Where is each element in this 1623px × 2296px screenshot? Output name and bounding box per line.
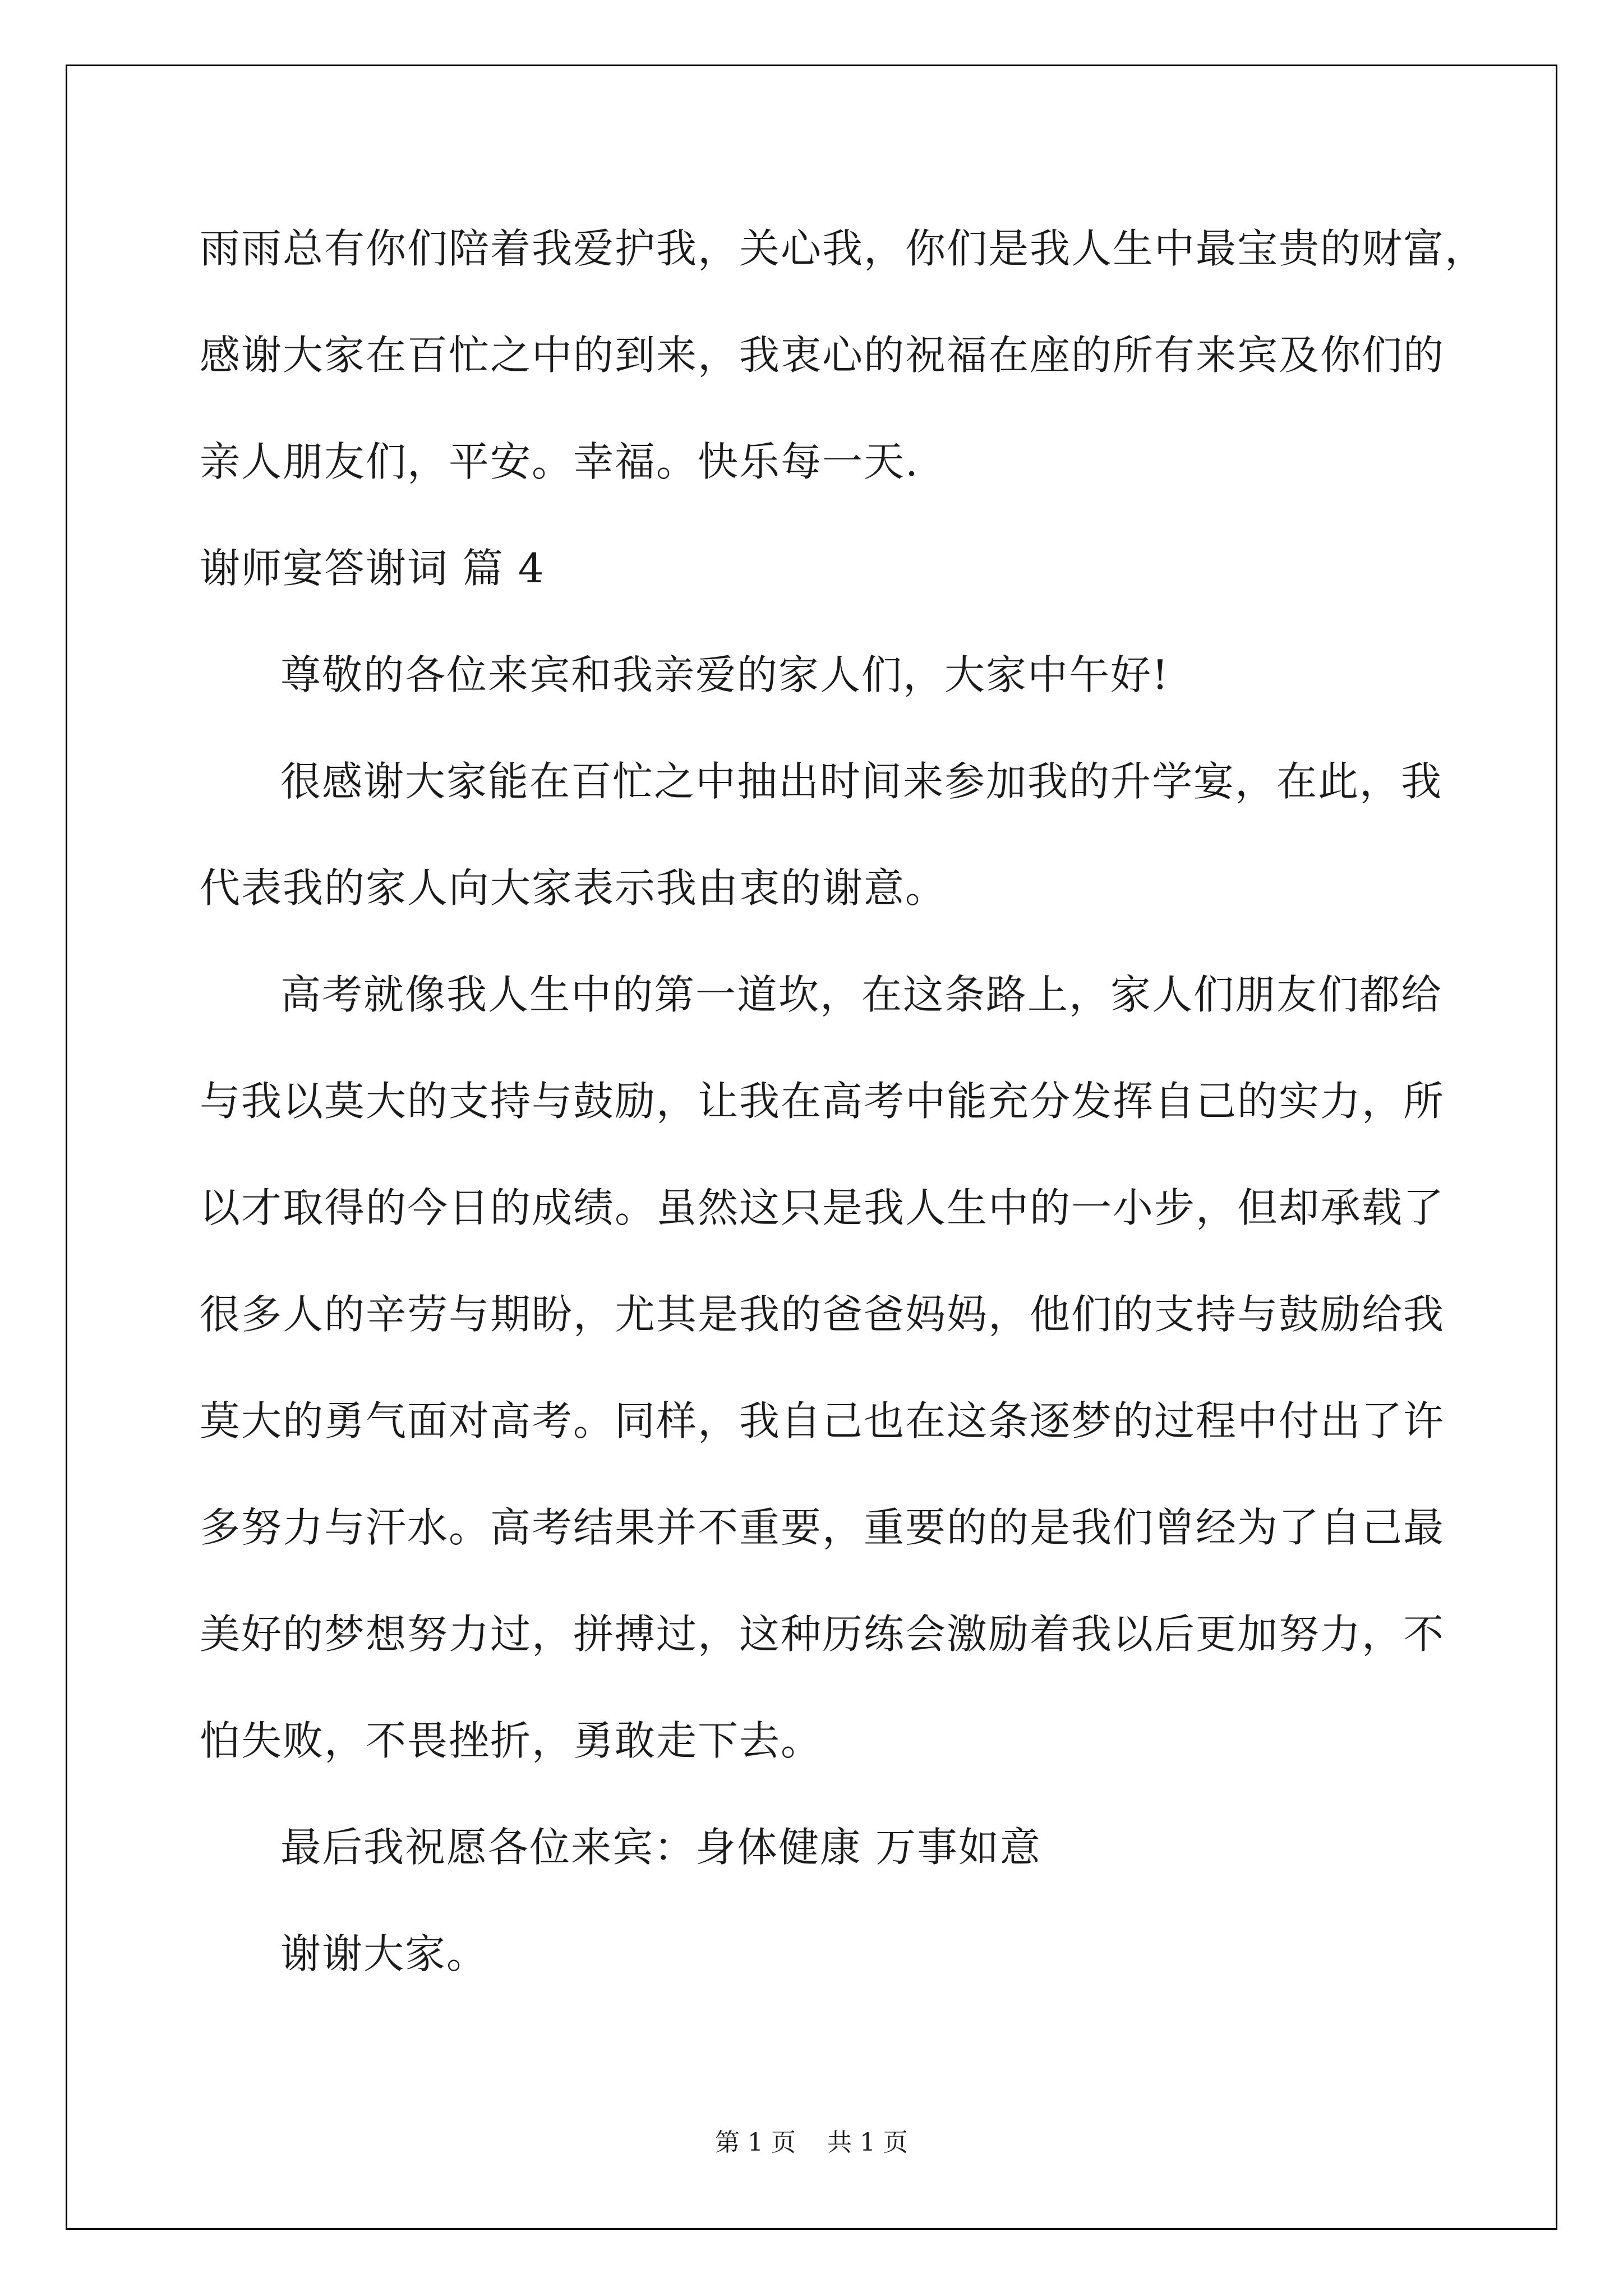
- paragraph-line: 与我以莫大的支持与鼓励，让我在高考中能充分发挥自己的实力，所: [200, 1078, 1445, 1125]
- greeting-line: 尊敬的各位来宾和我亲爱的家人们，大家中午好!: [280, 651, 1169, 698]
- paragraph-line: 很多人的辛劳与期盼，尤其是我的爸爸妈妈，他们的支持与鼓励给我: [200, 1291, 1445, 1338]
- section-heading: 谢师宴答谢词 篇 4: [200, 545, 545, 592]
- paragraph-line: 很感谢大家能在百忙之中抽出时间来参加我的升学宴，在此，我: [280, 758, 1443, 805]
- paragraph-line: 以才取得的今日的成绩。虽然这只是我人生中的一小步，但却承载了: [200, 1184, 1445, 1231]
- page-number-footer: 第 1 页 共 1 页: [715, 2128, 908, 2157]
- paragraph-line: 雨雨总有你们陪着我爱护我，关心我，你们是我人生中最宝贵的财富，: [200, 225, 1487, 272]
- paragraph-line: 美好的梦想努力过，拼搏过，这种历练会激励着我以后更加努力，不: [200, 1611, 1445, 1658]
- paragraph-line: 代表我的家人向大家表示我由衷的谢意。: [200, 864, 947, 912]
- paragraph-line: 高考就像我人生中的第一道坎，在这条路上，家人们朋友们都给: [280, 971, 1443, 1018]
- paragraph-line: 莫大的勇气面对高考。同样，我自己也在这条逐梦的过程中付出了许: [200, 1397, 1445, 1444]
- page-frame: [66, 65, 1557, 2230]
- paragraph-line: 感谢大家在百忙之中的到来，我衷心的祝福在座的所有来宾及你们的: [200, 332, 1445, 379]
- paragraph-line: 多努力与汗水。高考结果并不重要，重要的的是我们曾经为了自己最: [200, 1504, 1445, 1551]
- paragraph-line: 亲人朋友们，平安。幸福。快乐每一天.: [200, 438, 919, 485]
- paragraph-line: 怕失败，不畏挫折，勇敢走下去。: [200, 1717, 823, 1764]
- closing-line: 谢谢大家。: [280, 1930, 488, 1977]
- wishes-line: 最后我祝愿各位来宾：身体健康 万事如意: [280, 1824, 1041, 1871]
